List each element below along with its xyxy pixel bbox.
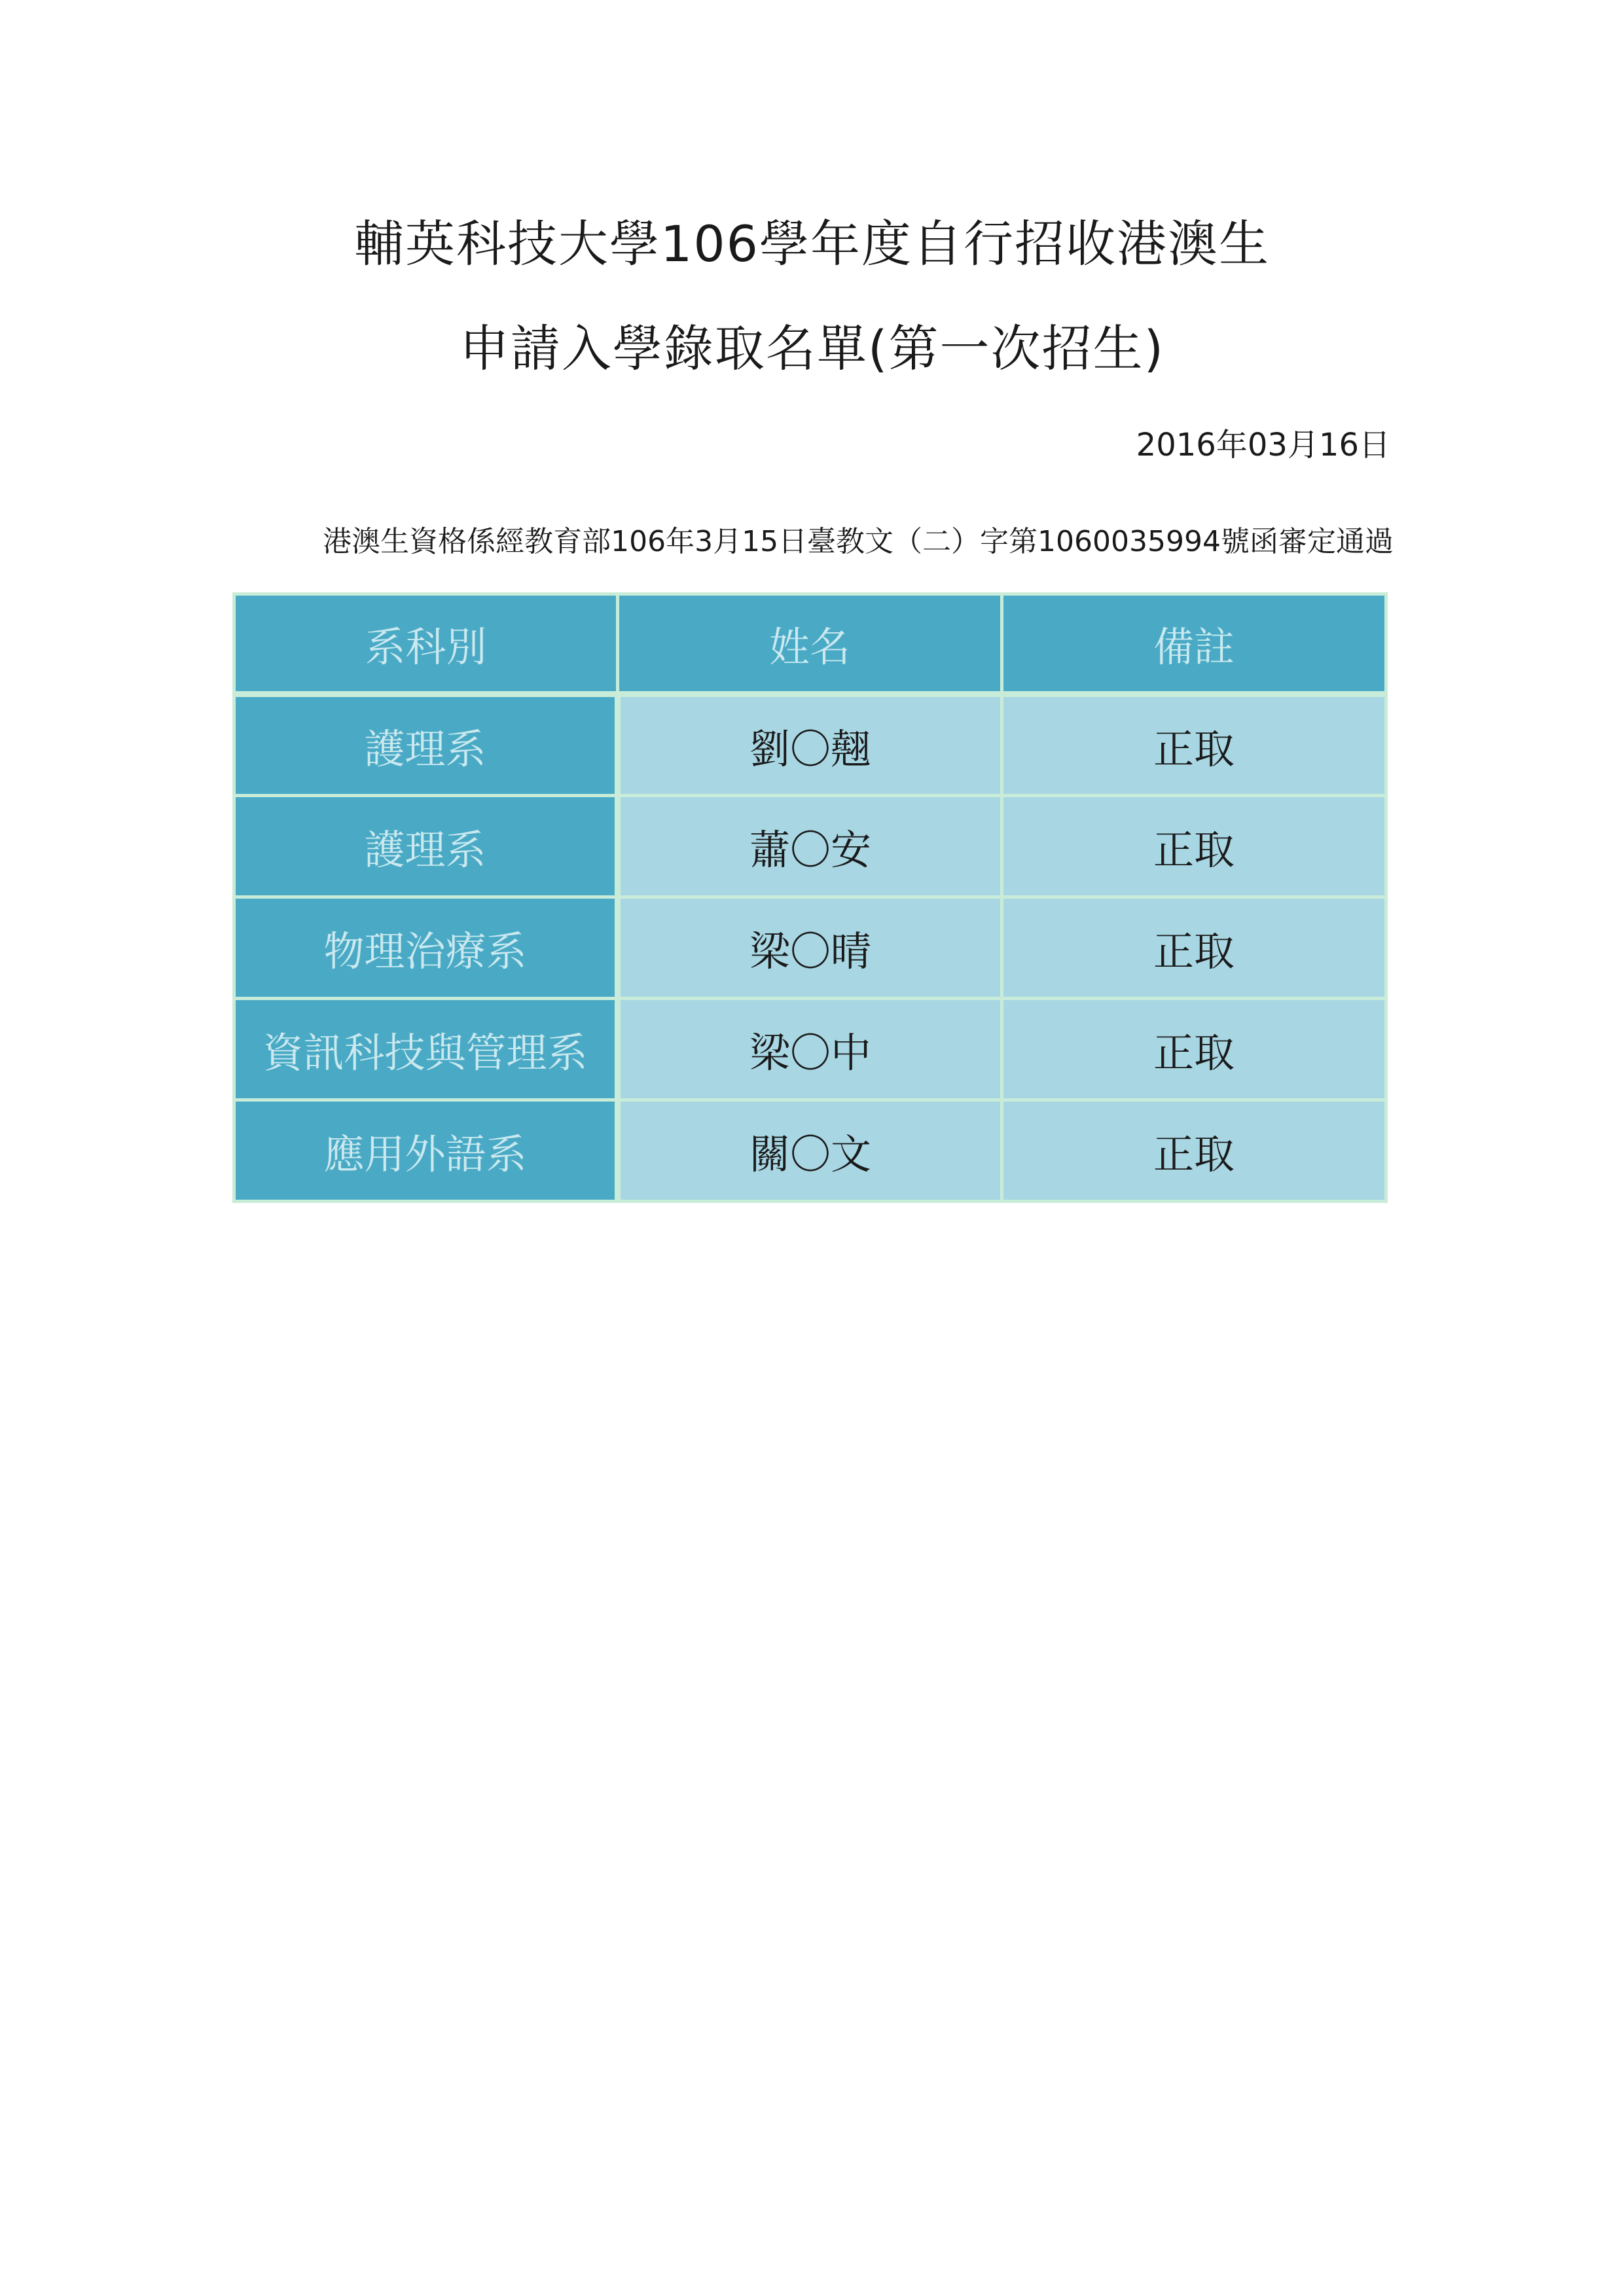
document-date: 2016年03月16日 xyxy=(1136,427,1390,463)
name-cell: 關〇文 xyxy=(618,1100,1002,1202)
column-header-remark: 備註 xyxy=(1002,594,1386,694)
table-row xyxy=(234,999,1386,1100)
table-row xyxy=(234,694,1386,796)
department-cell: 物理治療系 xyxy=(234,897,618,999)
qualification-note: 港澳生資格係經教育部106年3月15日臺教文（二）字第1060035994號函審定通過 xyxy=(323,525,1394,558)
name-cell: 劉〇翹 xyxy=(618,694,1002,796)
remark-cell: 正取 xyxy=(1002,897,1386,999)
department-cell: 資訊科技與管理系 xyxy=(234,999,618,1100)
document-subtitle: 申請入學錄取名單(第一次招生) xyxy=(459,319,1165,378)
column-header-department: 系科別 xyxy=(234,594,618,694)
department-cell: 護理系 xyxy=(234,796,618,897)
document-title: 輔英科技大學106學年度自行招收港澳生 xyxy=(353,215,1271,273)
table-row xyxy=(234,1100,1386,1202)
column-header-name: 姓名 xyxy=(618,594,1002,694)
remark-cell: 正取 xyxy=(1002,796,1386,897)
remark-cell: 正取 xyxy=(1002,999,1386,1100)
admission-list-table xyxy=(232,592,1388,1203)
table-header-row xyxy=(234,594,1386,694)
department-cell: 護理系 xyxy=(234,694,618,796)
name-cell: 蕭〇安 xyxy=(618,796,1002,897)
name-cell: 梁〇中 xyxy=(618,999,1002,1100)
table-row xyxy=(234,796,1386,897)
table-row xyxy=(234,897,1386,999)
department-cell: 應用外語系 xyxy=(234,1100,618,1202)
remark-cell: 正取 xyxy=(1002,1100,1386,1202)
name-cell: 梁〇晴 xyxy=(618,897,1002,999)
remark-cell: 正取 xyxy=(1002,694,1386,796)
